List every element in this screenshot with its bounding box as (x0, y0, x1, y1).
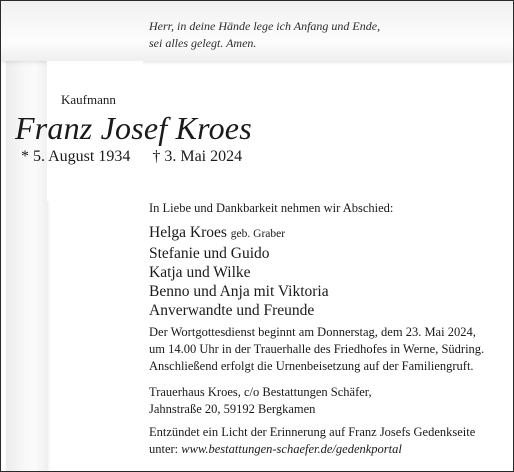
mourner: Stefanie und Guido (149, 245, 270, 262)
cross-vertical-beam (6, 1, 47, 471)
memorial-page-note (149, 424, 475, 458)
mourner: Benno und Anja mit Viktoria (149, 283, 329, 300)
deceased-name: Franz Josef Kroes (15, 110, 252, 146)
memorial-url[interactable]: www.bestattungen-schaefer.de/gedenkportal (181, 442, 402, 456)
memorial-line: Entzündet ein Licht der Erinnerung auf Franz Josefs Gedenkseite (149, 425, 476, 439)
mourner: Katja und Wilke (149, 264, 251, 281)
service-line: um 14.00 Uhr in der Trauerhalle des Friedhofes in Werne, Südring. (149, 342, 485, 356)
address-line: Trauerhaus Kroes, c/o Bestattungen Schäfer, (149, 385, 372, 399)
quote-line: sei alles gelegt. Amen. (149, 36, 257, 50)
mourner: Anverwandte und Freunde (149, 302, 315, 319)
mourner: Helga Kroes geb. Graber (149, 224, 286, 241)
quote-line: Herr, in deine Hände lege ich Anfang und Ende, (149, 19, 381, 33)
memorial-link-line (149, 441, 475, 458)
memorial-prefix: unter: (149, 442, 179, 456)
life-dates (21, 148, 242, 166)
profession: Kaufmann (61, 92, 116, 107)
service-info (149, 324, 484, 375)
death-date: † 3. Mai 2024 (152, 148, 243, 165)
address-line: Jahnstraße 20, 59192 Bergkamen (149, 402, 316, 416)
service-line: Der Wortgottesdienst beginnt am Donnerstag, dem 23. Mai 2024, (149, 325, 476, 339)
mourning-house (149, 384, 372, 418)
service-line: Anschließend erfolgt die Urnenbeisetzung auf der Familiengruft. (149, 359, 474, 373)
bible-quote (149, 18, 380, 52)
maiden-name: geb. Graber (230, 228, 286, 240)
mourners-list (149, 223, 329, 320)
farewell-intro: In Liebe und Dankbarkeit nehmen wir Abschied: (149, 201, 394, 215)
birth-date: * 5. August 1934 (21, 148, 131, 165)
